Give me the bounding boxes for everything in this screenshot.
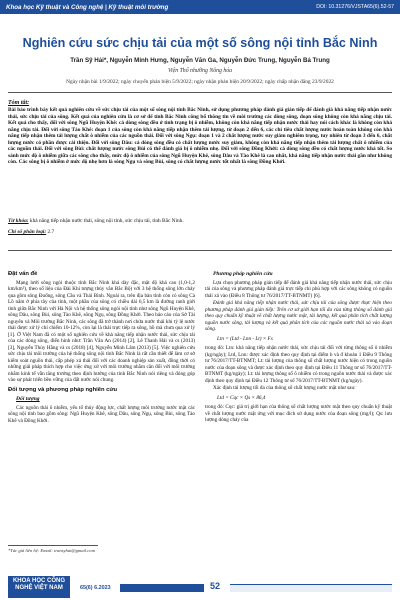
paragraph-method-1: Lựa chọn phương pháp gián tiếp để đánh giá khả năng tiếp nhận nước thải, sức chịu tải của sông và phương pháp đánh giá trực tiếp chi phù hợp với các sông không có nguồn thải xả vào (Điều 8 Thông tư 76/2017/TT-BTNMT) [6].	[205, 279, 392, 299]
footer-band-left	[120, 584, 204, 592]
left-column	[8, 268, 195, 425]
issue-number: 65(6) 6.2023	[80, 585, 111, 591]
classification	[8, 229, 54, 235]
subheading-object: Đối tượng	[16, 396, 40, 402]
right-column	[205, 268, 392, 425]
journal-logo: KHOA HỌC CÔNG NGHỆ VIỆT NAM	[8, 576, 70, 598]
journal-header-bar	[0, 0, 400, 14]
journal-name: Khoa học Kỹ thuật và Công nghệ | Kỹ thuật môi trường	[6, 3, 169, 11]
footer-band-right	[230, 584, 392, 592]
article-authors: Trần Sỹ Hải*, Nguyễn Minh Hưng, Nguyễn Văn Ga, Nguyễn Đức Trung, Nguyễn Bá Trung	[70, 57, 330, 64]
formula-max-load: Ltd = Cqc × Qs × 86,4	[217, 394, 266, 401]
section-heading-intro: Đặt vấn đề	[8, 271, 38, 277]
classification-value: 2.7	[47, 229, 55, 235]
article-title: Nghiên cứu sức chịu tải của một số sông nội tỉnh Bắc Ninh	[22, 36, 378, 50]
paragraph-intro: Mạng lưới sông ngòi thuộc tỉnh Bắc Ninh khá dày đặc, mật độ khá cao (1,0-1,2 km/km²), theo số liệu của Đài Khí tượng thủy văn Bắc Bộ) với 3 hệ thống sông lớn chảy qua gồm sông Đuống, sông Cầu và Thái Bình. Ngoài ra, trên địa bàn tỉnh còn có sông Cà Lồ nằm ở phía tây của tỉnh, một phần của sông có chiều dài 6,5 km là đường ranh giới tỉnh giữa Bắc Ninh với Hà Nội và hệ thống sông ngòi nội tỉnh như sông Ngũ Huyện Khê, sông Dâu, sông Bùi, sông Tào Khê, sông Ngụ, sông Đồng Khởi. Theo báo cáo của Sở Tài nguyên và Môi trường Bắc Ninh, các sông đã trở thành nơi chứa nước thải khi tỷ lệ nước thải được xử lý chỉ chiếm 10-12%, còn lại là thải trực tiếp ra sông, hồ mà chưa qua xử lý [1]. Ở Việt Nam đã có một số nghiên cứu về khả năng tiếp nhận nước thải, sức chịu tải của các dòng sông, điển hình như: Trần Văn An (2014) [2], Lê Thanh Hải và cs (2013) [3], Nguyễn Thùy Hằng và cs (2018) [4], Nguyễn Minh Lâm (2013) [5]. Việc nghiên cứu sức chịu tải môi trường của hệ thống sông nội tỉnh Bắc Ninh là rất cần thiết để làm cơ sở kiểm soát nguồn thải, cấp phép xả thải đối với các doanh nghiệp sản xuất, đồng thời có những giải pháp thích hợp cho việc ứng xử với môi trường nhằm cân đối với môi trường nhằm kinh tế vẫn tăng trưởng theo định hướng của tỉnh Bắc Ninh nói riêng và đóng góp vào sự phát triển bền vững của đất nước nói chung.	[8, 279, 195, 383]
keywords-label: Từ khóa:	[8, 218, 29, 224]
keywords	[8, 218, 392, 225]
divider-top	[8, 92, 392, 93]
corresponding-author-note: *Tác giả liên hệ: Email: transyhai@gmail.com	[8, 548, 95, 553]
formula-capacity: Ltn = (Ltd - Lnn - Lt) × Fs	[217, 335, 273, 342]
doi-label[interactable]: DOI: 10.31276/VJSTA65(6).52-57	[316, 4, 394, 10]
divider-body	[8, 250, 392, 251]
page-footer	[0, 572, 400, 600]
paragraph-method-3: trong đó: Ltn: khả năng tiếp nhận nước thải, sức chịu tải đối với từng thông số ô nhiễm (kg/ngày); Ltd, Lnn: được xác định theo quy định tại điểm b và đ khoản 1 Điều 9 Thông tư 76/2017/TT-BTNMT; Lt: tải lượng của thông số chất lượng nước hiện có trong nguồn nước của đoạn sông và được xác định theo quy định tại Điều 11 Thông tư số 76/2017/TT-BTNMT (kg/ngày); Lt: tải lượng thông số ô nhiễm có trong nguồn nước thải và được xác định theo quy định tại Điều 12 Thông tư số 76/2017/TT-BTNMT (kg/ngày).	[205, 345, 392, 384]
abstract-heading: Tóm tắt:	[8, 100, 30, 106]
footnote-divider	[8, 545, 98, 546]
page-number: 52	[210, 581, 221, 591]
abstract-text: Bài báo trình bày kết quả nghiên cứu về sức chịu tải của một số sông nội tỉnh Bắc Ninh, sử dụng phương pháp đánh giá gián tiếp để đánh giá khả năng tiếp nhận nước thải, sức chịu tải của sông. Kết quả của nghiên cứu là cơ sở để tỉnh Bắc Ninh công bố thông tin về môi trường các dòng sông, đoạn sông không còn khả năng chịu tải. Kết quả cho thấy, đối với sông Ngũ Huyện Khê: cả dòng sông đều ở tình trạng bị ô nhiễm, không còn khả năng tiếp nhận nước thải hay nói cách khác là không còn khả năng chịu tải. Đối với sông Tào Khê: đoạn 1 của sông còn khả năng tiếp nhận thêm tải lượng, từ đoạn 2 đến 6, các chỉ tiêu chất lượng nước hoàn toàn không còn khả năng tiếp nhận thêm tải lượng chất ô nhiễm của các nguồn thải. Đối với sông Ngụ: đoạn 1 và 2 chất lượng nước suy giảm nghiêm trọng, tuy nhiên từ đoạn 3 đến 6, chất lượng nước có phần được cải thiện. Đối với sông Dâu: cả dòng sông đều có chất lượng nước suy giảm, không còn khả năng tiếp nhận thêm tải lượng chất ô nhiễm của các nguồn thải. Đối với sông Bùi: chất lượng nước sông Bùi có thể đánh giá bị ô nhiễm nhẹ. Đối với sông Đồng Khởi: cả dòng sông đều có chất lượng nước khá tốt. So sánh mức độ ô nhiễm giữa các sông cho thấy, mức độ ô nhiễm của sông Ngũ Huyện Khê, sông Dâu và Tào Khê là cao nhất, khả năng tiếp nhận nước thải gần như không còn. Các sông bị ô nhiễm ở mức độ nhẹ hơn là sông Ngụ và sông Bùi, sông có chất lượng nước tốt nhất là sông Đồng Khởi.	[8, 107, 392, 165]
paragraph-method-5: trong đó: Cqc: giá trị giới hạn của thông số chất lượng nước mặt theo quy chuẩn kỹ thuật về chất lượng nước mặt ứng với mục đích sử dụng nước của đoạn sông (mg/l); Qs: lưu lượng dòng chảy của	[205, 404, 392, 423]
paragraph-object: Các nguồn thải ô nhiễm, yếu tố thủy động lực, chất lượng môi trường nước mặt các sông nội tỉnh bao gồm sông: Ngũ Huyện Khê, sông Dâu, sông Ngụ, sông Bùi, sông Tào Khê và Đồng Khởi.	[8, 404, 195, 424]
keywords-text: khả năng tiếp nhận nước thải, sông nội tỉnh, sức chịu tải, tỉnh Bắc Ninh.	[29, 218, 184, 224]
paragraph-method-4: Xác định tải lượng tối đa của thông số chất lượng nước mặt như sau:	[213, 385, 356, 391]
section-heading-methods: Đối tượng và phương pháp nghiên cứu	[8, 386, 118, 393]
author-affiliation: Viện Thổ nhưỡng Nông hóa	[167, 68, 233, 74]
paragraph-method-2: Đánh giá khả năng tiếp nhận nước thải, sức chịu tải của sông được thực hiện theo phương pháp đánh giá gián tiếp: Trên cơ sở giới hạn tối đa của từng thông số đánh giá theo quy chuẩn kỹ thuật về chất lượng nước mặt, tải lượng, kết quả phân tích chất lượng nguồn nước sông, tải lượng và kết quả phân tích của các nguồn nước thải xả vào đoạn sông.	[205, 300, 392, 332]
submission-dates: Ngày nhận bài 1/9/2022; ngày chuyển phản biện 5/9/2022; ngày nhận phản biện 20/9/2022; ngày chấp nhận đăng 23/9/2022	[66, 79, 334, 85]
classification-label: Chỉ số phân loại:	[8, 229, 47, 235]
subheading-method: Phương pháp nghiên cứu	[213, 271, 273, 277]
